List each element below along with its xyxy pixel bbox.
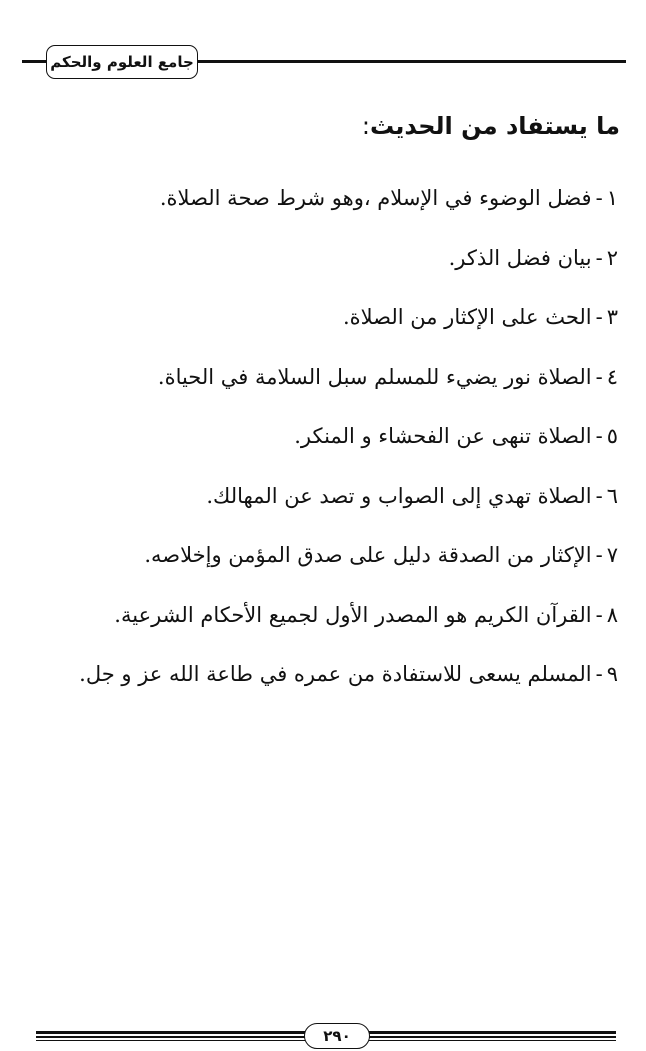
- benefit-text: بيان فضل الذكر.: [448, 245, 592, 270]
- benefit-item: [58, 297, 618, 357]
- page-number-frame: [304, 1023, 370, 1049]
- benefit-number: ٣: [606, 305, 618, 329]
- benefit-separator: -: [595, 424, 603, 448]
- benefit-item: [58, 357, 618, 417]
- benefit-text: القرآن الكريم هو المصدر الأول لجميع الأحكام الشرعية.: [114, 602, 592, 627]
- benefits-list: [58, 178, 618, 714]
- benefit-number: ٨: [606, 602, 618, 627]
- benefit-separator: -: [595, 245, 603, 270]
- benefit-item: [58, 416, 618, 476]
- benefit-number: ١: [606, 186, 618, 210]
- benefit-item: [58, 654, 618, 714]
- benefit-number: ٩: [606, 662, 618, 686]
- benefit-text: فضل الوضوء في الإسلام ،وهو شرط صحة الصلاة.: [159, 186, 592, 210]
- section-heading: [362, 112, 620, 140]
- benefit-item: [58, 535, 618, 595]
- benefit-separator: -: [595, 483, 603, 508]
- benefit-number: ٢: [606, 245, 618, 270]
- benefit-number: ٥: [606, 424, 618, 448]
- benefit-number: ٦: [606, 483, 618, 508]
- benefit-item: [58, 476, 618, 536]
- running-title-frame: [46, 45, 198, 79]
- benefit-text: الصلاة تنهى عن الفحشاء و المنكر.: [294, 424, 592, 448]
- benefit-text: المسلم يسعى للاستفادة من عمره في طاعة الله عز و جل.: [79, 662, 592, 686]
- section-heading-text: ما يستفاد من الحديث: [369, 112, 620, 140]
- benefit-separator: -: [595, 602, 603, 627]
- benefit-text: الصلاة تهدي إلى الصواب و تصد عن المهالك.: [206, 483, 592, 508]
- benefit-separator: -: [595, 543, 603, 567]
- benefit-text: الحث على الإكثار من الصلاة.: [342, 305, 592, 329]
- benefit-text: الصلاة نور يضيء للمسلم سبل السلامة في الحياة.: [157, 364, 592, 389]
- page-number: ٢٩٠: [323, 1027, 351, 1045]
- benefit-item: [58, 595, 618, 655]
- benefit-item: [58, 178, 618, 238]
- benefit-text: الإكثار من الصدقة دليل على صدق المؤمن وإخلاصه.: [144, 543, 592, 567]
- running-title: جامع العلوم والحكم: [50, 53, 194, 71]
- benefit-number: ٤: [606, 364, 618, 389]
- benefit-separator: -: [595, 662, 603, 686]
- benefit-separator: -: [595, 305, 603, 329]
- section-heading-colon: :: [361, 112, 370, 140]
- benefit-separator: -: [595, 186, 603, 210]
- benefit-separator: -: [595, 364, 603, 389]
- benefit-number: ٧: [606, 543, 618, 567]
- benefit-item: [58, 238, 618, 298]
